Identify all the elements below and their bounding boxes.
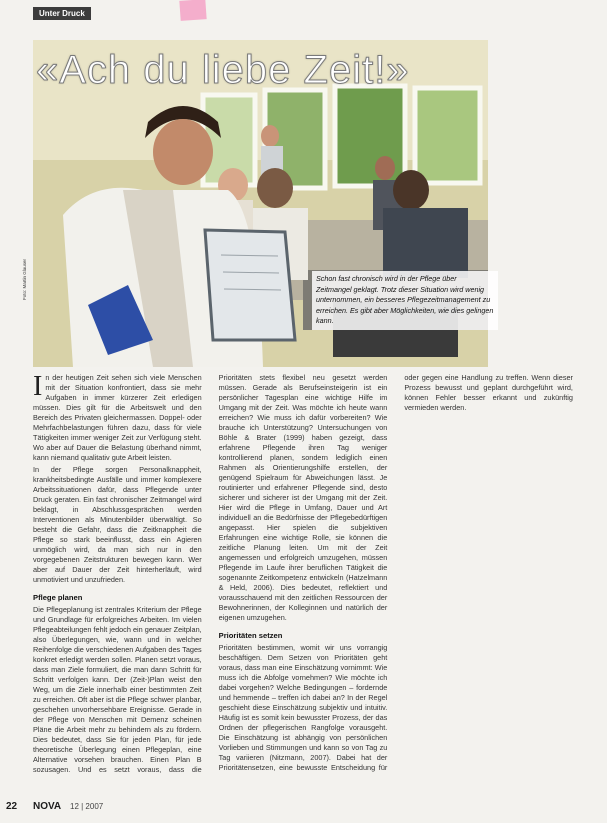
- page-number: 22: [6, 801, 18, 812]
- drop-cap: I: [33, 371, 43, 402]
- article-body: [33, 373, 573, 781]
- issue-number: 12 | 2007: [70, 802, 104, 811]
- intro-paragraph: [33, 373, 202, 463]
- paragraph: Die Pflegeplanung ist zentrales Kriterium der Pflege und Grundlage für erfolgreiches Arbeiten. Im vielen Pflegeabteilungen fehlt jedoch ein genauer Zeitplan, also Überlegungen, wie, wann und in welcher Reihenfolge die verschiedenen Aufgaben des Tages konkret erledigt werden sollen. Planen setzt voraus, dass man Ziele formuliert, die man dann Schritt für Schritt verfolgen kann. Der (Zeit-)Plan weist den Weg, um die Ziele innerhalb einer bestimmten Zeit zu erreichen. Oft aber ist die Pflege schwer planbar, geschehen unvorhersehbare Ereignisse. Gerade in der Pflege von Menschen mit Demenz scheinen Pläne die Arbeit mehr zu behindern als zu fördern. Dies bedeutet, dass Sie für jeden Plan, für jede theoretische Überlegung einen Pflegeplan, eine Alternative vorsehen brauchen. Einen Plan B sozusagen. Und es setzt voraus, dass die Prioritäten stets flexibel neu gesetzt werden müssen. Gerade als Berufseinsteigerin ist ein persönlicher Tagesplan eine wichtige Hilfe im Umgang mit der Zeit. Was möchte ich heute wann erreichen? Wie muss ich dafür vorbereiten? Wie brauche ich Unterstützung? Untersuchungen von Böhle & Brater (1999) haben gezeigt, dass erfahrene Pflegende ihren Tag weniger kontrollierend planen, sondern lediglich einen Rahmen als Orientierungshilfe erstellen, der genügend Spielraum für Abweichungen lässt. Je routinierter und erfahrener Pflegende sind, desto sicherer und sicherer ist der Umgang mit der Zeit. Hier wird die Pflege in Umfang, Dauer und Art individuell an die Bedürfnisse der Pflegebedürftigen angepasst. Hier spielen die subjektiven Erfahrungen eine wichtige Rolle, sie können die zeitliche Planung leiten. Um mit der Zeit angemessen und erfolgreich umzugehen, müssen Pflegende im Laufe ihrer beruflichen Tätigkeit die sogenannte Zeitkompetenz entwickeln (Hatzelmann & Held, 2006). Dies bedeutet, reflektiert und vorausschauend mit den zeitlichen Ressourcen der Bewohnerinnen, der Kolleginnen und natürlich der eigenen umzugehen.: [33, 373, 388, 774]
- photo-caption: Schon fast chronisch wird in der Pflege über Zeitmangel geklagt. Trotz dieser Situation wird wenig unternommen, ein besseres Pflegezeitmanagement zu erreichen. Es gibt aber Möglichkeiten, wie dies gelingen kann.: [312, 271, 498, 330]
- section-rubric: Unter Druck: [33, 7, 91, 20]
- paragraph: Prioritäten bestimmen, womit wir uns vorrangig beschäftigen. Dem Setzen von Prioritäten geht voraus, dass man eine Einschätzung vornimmt: Wie muss ich die Abfolge vornehmen? Wie möchte ich dabei vorgehen? Welche Bedingungen – fordernde und hemmende – treffen ich dabei an? In der Regel geschieht diese Einschätzung subjektiv und intuitiv. Häufig ist es somit kein bewusster Prozess, der das Ordnen der pflegerischen Rangfolge vorausgeht. Die Einschätzung ist abhängig von persönlichen Vorlieben und Stimmungen und kann so von Tag zu Tag variieren (Nitzmann, 2007). Dabei hat der Prioritätensetzen, eine bewusste Entscheidung für oder gegen eine Handlung zu treffen. Wenn dieser Prozess bewusst und geplant durchgeführt wird, können Fehler besser erkannt und zukünftig vermieden werden.: [218, 373, 573, 772]
- magazine-name: NOVA: [33, 801, 62, 812]
- subheading-prioritaeten-setzen: Prioritäten setzen: [218, 631, 283, 640]
- intro-text: n der heutigen Zeit sehen sich viele Menschen mit der Situation konfrontiert, dass sie mehr Aufgaben in immer kürzerer Zeit erledigen müssen. Dies gilt für die Arbeitswelt und den Bereich des Privaten gleichermassen. Doppel- oder Mehrfachbelastungen führen dazu, dass für viele Tätigkeiten immer weniger Zeit zur Verfügung steht. Wo aber auf Dauer die Belastung überhand nimmt, kann niemand qualitativ gute Arbeit leisten.: [33, 373, 202, 462]
- subheading-pflege-planen: Pflege planen: [33, 593, 83, 602]
- paragraph: In der Pflege sorgen Personalknappheit, krankheitsbedingte Ausfälle und immer komplexere Arbeitssituationen dafür, dass Pflegende unter Druck geraten. Ein fast chronischer Zeitmangel wird beklagt, in Abschlussgesprächen werden Interventionen als Minutenbilder überwältigt. So besteht die Gefahr, dass die Zeitknappheit die Pflege so stark beeinflusst, dass ein Agieren unmöglich wird, da man sich nur in den vorgegebenen Zeitstrukturen bewegen kann. Wer aber auf Dauer der Zeit hinterherläuft, wird unmotiviert und unzufrieden.: [33, 465, 202, 584]
- sticky-note: [179, 0, 206, 21]
- photo-credit: Foto: Martin Glauser: [22, 258, 27, 300]
- article-headline: «Ach du liebe Zeit!»: [36, 48, 410, 92]
